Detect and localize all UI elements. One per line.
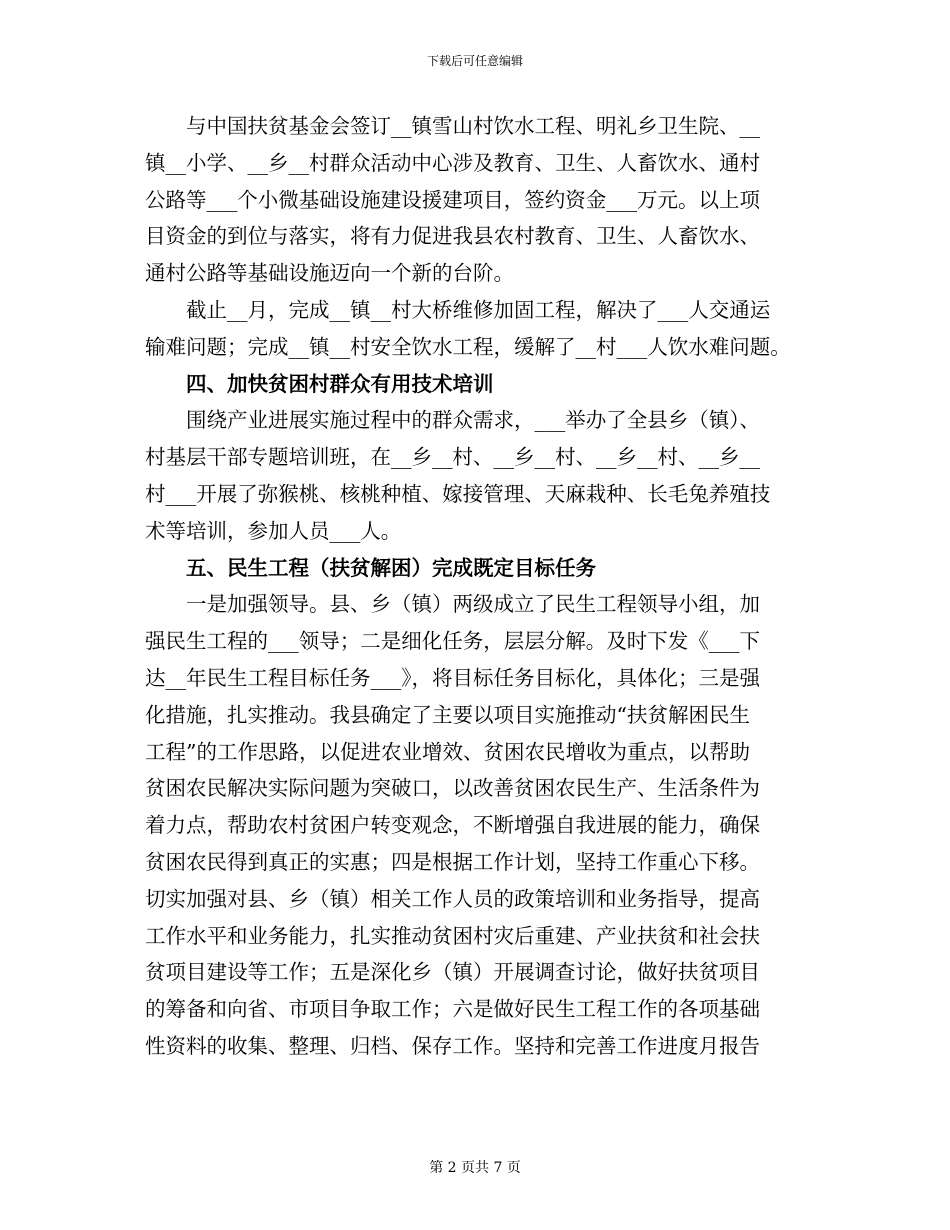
paragraph-line: 强民生工程的___领导；二是细化任务，层层分解。及时下发《___下: [145, 629, 760, 654]
paragraph-line: 贫项目建设等工作；五是深化乡（镇）开展调查讨论，做好扶贫项目: [145, 960, 760, 985]
paragraph-line: 着力点，帮助农村贫困户转变观念，不断增强自我进展的能力，确保: [145, 813, 760, 838]
paragraph-line: 化措施，扎实推动。我县确定了主要以项目实施推动“扶贫解困民生: [145, 702, 750, 727]
paragraph-line: 切实加强对县、乡（镇）相关工作人员的政策培训和业务指导，提高: [145, 886, 760, 911]
paragraph-line: 输难问题；完成__镇__村安全饮水工程，缓解了__村___人饮水难问题。: [145, 334, 791, 359]
paragraph-line: 村___开展了弥猴桃、核桃种植、嫁接管理、天麻栽种、长毛兔养殖技: [145, 481, 771, 506]
paragraph-line: 工作水平和业务能力，扎实推动贫困村灾后重建、产业扶贫和社会扶: [145, 923, 760, 948]
section-heading: 五、民生工程（扶贫解困）完成既定目标任务: [186, 555, 596, 580]
paragraph-line: 的筹备和向省、市项目争取工作；六是做好民生工程工作的各项基础: [145, 997, 760, 1022]
paragraph-line: 公路等___个小微基础设施建设援建项目，签约资金___万元。以上项: [145, 187, 760, 212]
paragraph-line: 镇__小学、__乡__村群众活动中心涉及教育、卫生、人畜饮水、通村: [145, 150, 760, 175]
paragraph-line: 村基层干部专题培训班，在__乡__村、__乡__村、__乡__村、__乡__: [145, 445, 760, 470]
paragraph-line: 术等培训，参加人员___人。: [145, 518, 402, 543]
paragraph-line: 工程”的工作思路，以促进农业增效、贫困农民增收为重点，以帮助: [145, 739, 750, 764]
paragraph-line: 围绕产业进展实施过程中的群众需求，___举办了全县乡（镇）、: [186, 408, 760, 433]
page-footer: 第 2 页共 7 页: [429, 1160, 521, 1176]
paragraph-line: 目资金的到位与落实，将有力促进我县农村教育、卫生、人畜饮水、: [145, 224, 760, 249]
paragraph-line: 截止__月，完成__镇__村大桥维修加固工程，解决了___人交通运: [186, 297, 771, 322]
paragraph-line: 达__年民生工程目标任务___》，将目标任务目标化，具体化；三是强: [145, 665, 760, 690]
paragraph-line: 一是加强领导。县、乡（镇）两级成立了民生工程领导小组，加: [186, 592, 760, 617]
page-header: 下载后可任意编辑: [426, 54, 523, 68]
paragraph-line: 与中国扶贫基金会签订__镇雪山村饮水工程、明礼乡卫生院、__: [186, 114, 760, 138]
paragraph-line: 通村公路等基础设施迈向一个新的台阶。: [145, 261, 514, 286]
document-body: [145, 108, 805, 1065]
paragraph-line: 性资料的收集、整理、归档、保存工作。坚持和完善工作进度月报告: [145, 1033, 760, 1058]
section-heading: 四、加快贫困村群众有用技术培训: [186, 371, 494, 396]
paragraph-line: 贫困农民解决实际问题为突破口，以改善贫困农民生产、生活条件为: [145, 776, 760, 801]
paragraph-line: 贫困农民得到真正的实惠；四是根据工作计划，坚持工作重心下移。: [145, 849, 760, 874]
